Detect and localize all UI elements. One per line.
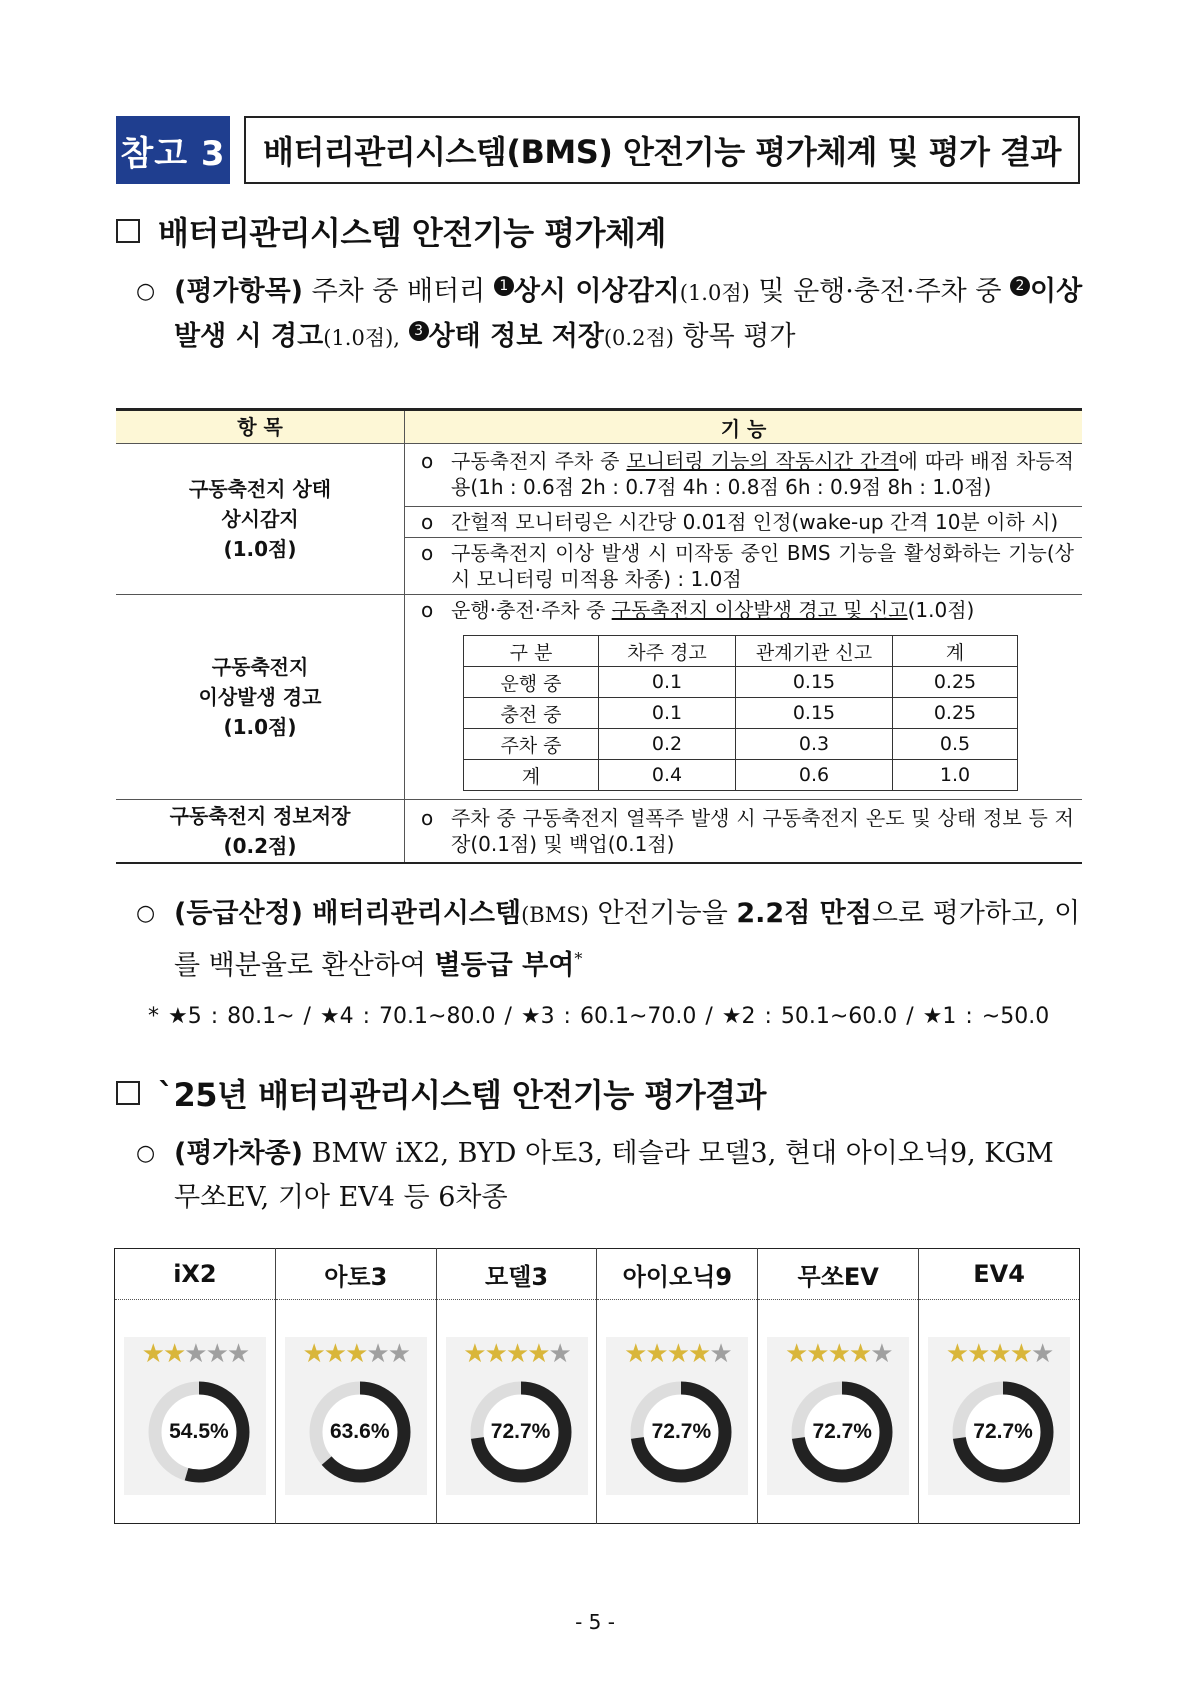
star-filled-icon: ★	[645, 1339, 667, 1369]
item-2-text: 이상발생 시 경고	[174, 276, 1083, 352]
star-empty-icon: ★	[548, 1339, 570, 1369]
function-entry	[405, 506, 1082, 537]
percentage-donut	[626, 1377, 736, 1487]
para-text	[400, 321, 409, 352]
function-entry	[405, 537, 1082, 594]
para-lead: (평가차종)	[174, 1138, 304, 1169]
vehicle-result-cell	[597, 1300, 758, 1524]
grade-card	[124, 1337, 266, 1495]
vehicle-name: 아이오닉9	[597, 1249, 758, 1300]
circle-bullet-icon: o	[421, 541, 434, 565]
star-empty-icon: ★	[709, 1339, 731, 1369]
function-entry	[405, 595, 1082, 625]
grading-paragraph	[136, 892, 1086, 988]
star-filled-icon: ★	[162, 1339, 185, 1369]
table-row	[464, 698, 1018, 729]
star-filled-icon: ★	[848, 1339, 871, 1369]
star-filled-icon: ★	[484, 1339, 506, 1369]
star-filled-icon: ★	[967, 1339, 989, 1369]
grade-header-row	[115, 1249, 1080, 1300]
row-item-storage	[116, 800, 405, 864]
item-1-score: (1.0점)	[679, 281, 750, 305]
star-rating	[446, 1337, 588, 1369]
item-2-score: (1.0점),	[323, 326, 400, 350]
vehicle-result-cell	[115, 1300, 276, 1524]
item-label: 이상발생 경고	[198, 685, 322, 709]
grade-card	[285, 1337, 427, 1495]
para-bold-text: 배터리관리시스템	[303, 898, 522, 929]
circle-bullet-icon: ○	[136, 901, 156, 926]
row-functions	[405, 444, 1083, 595]
star-filled-icon: ★	[988, 1339, 1010, 1369]
percentage-label: 63.6%	[329, 1420, 390, 1443]
row-item-monitoring	[116, 444, 405, 595]
percentage-label: 72.7%	[973, 1420, 1033, 1443]
function-entry	[405, 444, 1082, 506]
star-rating	[285, 1337, 427, 1369]
table-header-row	[116, 410, 1082, 444]
grade-card	[928, 1337, 1070, 1495]
star-filled-icon: ★	[666, 1339, 689, 1369]
inner-header-cell: 구 분	[464, 636, 599, 667]
inner-header-cell: 계	[893, 636, 1018, 667]
warning-score-table	[463, 635, 1018, 791]
percentage-donut	[787, 1377, 897, 1487]
para-text: BMW iX2, BYD 아토3, 테슬라 모델3, 현대 아이오닉9, KGM 무쏘EV, 기아 EV4 등 6차종	[174, 1138, 1054, 1213]
percentage-label: 72.7%	[812, 1420, 872, 1443]
star-filled-icon: ★	[323, 1339, 346, 1369]
star-filled-icon: ★	[784, 1339, 807, 1369]
star-empty-icon: ★	[366, 1339, 388, 1369]
section-heading-text: `25년 배터리관리시스템 안전기능 평가결과	[158, 1076, 766, 1114]
inner-header-cell: 차주 경고	[599, 636, 736, 667]
function-text: 간헐적 모니터링은 시간당 0.01점 인정(wake-up 간격 10분 이하 시)	[451, 510, 1059, 534]
star-rating	[928, 1337, 1070, 1369]
inner-cell: 운행 중	[464, 667, 599, 698]
vehicle-name: 아토3	[275, 1249, 436, 1300]
item-score: (0.2점)	[223, 834, 297, 858]
vehicle-name: EV4	[919, 1249, 1080, 1300]
inner-header-cell: 관계기관 신고	[736, 636, 893, 667]
item-score: (1.0점)	[223, 537, 297, 561]
star-filled-icon: ★	[806, 1339, 828, 1369]
para-text: 및 운행·충전·주차 중	[749, 276, 1010, 307]
star-empty-icon: ★	[226, 1339, 249, 1369]
checkbox-square-icon	[116, 1081, 140, 1105]
percentage-donut	[466, 1377, 576, 1487]
number-1-icon: 1	[494, 276, 514, 296]
function-text: 구동축전지 이상 발생 시 미작동 중인 BMS 기능을 활성화하는 기능(상시 모니터링 미적용 차종) : 1.0점	[451, 541, 1074, 591]
appendix-tag: 참고 3	[116, 116, 230, 184]
star-filled-icon: ★	[827, 1339, 849, 1369]
section-heading-results	[116, 1070, 766, 1116]
table-row	[116, 800, 1082, 864]
para-text: 으로 평가하고, 이를 백분율로 환산하여	[174, 898, 1081, 981]
inner-cell: 0.5	[893, 729, 1018, 760]
function-text: 주차 중 구동축전지 열폭주 발생 시 구동축전지 온도 및 상태 정보 등 저장(0.1점) 및 백업(0.1점)	[451, 806, 1074, 856]
star-rating	[767, 1337, 909, 1369]
page-title: 배터리관리시스템(BMS) 안전기능 평가체계 및 평가 결과	[244, 116, 1080, 184]
evaluation-items-paragraph	[136, 270, 1086, 360]
para-text: 항목 평가	[673, 321, 796, 352]
item-score: (1.0점)	[223, 715, 297, 739]
item-label: 구동축전지 정보저장	[169, 804, 351, 828]
inner-cell: 0.25	[893, 667, 1018, 698]
inner-cell: 0.15	[736, 698, 893, 729]
percentage-donut	[305, 1377, 415, 1487]
tested-vehicles-paragraph	[136, 1132, 1086, 1220]
inner-cell: 0.15	[736, 667, 893, 698]
function-underlined-text: 모니터링 기능의 작동시간 간격	[626, 449, 899, 473]
vehicle-result-cell	[436, 1300, 597, 1524]
circle-bullet-icon: ○	[136, 279, 156, 304]
function-entry	[405, 803, 1082, 859]
star-empty-icon: ★	[870, 1339, 892, 1369]
table-row	[116, 444, 1082, 595]
item-1-text: 상시 이상감지	[513, 276, 680, 307]
inner-cell: 0.6	[736, 760, 893, 791]
circle-bullet-icon: o	[421, 449, 434, 473]
function-text: 에 따라 배점 차등적용(1h : 0.6점 2h : 0.7점 4h : 0.8점 6h : 0.9점 8h : 1.0점)	[451, 449, 1074, 499]
inner-cell: 0.1	[599, 698, 736, 729]
inner-cell: 0.2	[599, 729, 736, 760]
star-filled-icon: ★	[345, 1339, 367, 1369]
star-empty-icon: ★	[184, 1339, 206, 1369]
para-bold-text: 별등급 부여	[434, 950, 575, 981]
para-lead: (등급산정)	[174, 898, 304, 929]
circle-bullet-icon: o	[421, 510, 434, 534]
table-header-function: 기 능	[405, 410, 1083, 444]
inner-cell: 0.3	[736, 729, 893, 760]
grade-card-row	[115, 1300, 1080, 1524]
inner-header-row	[464, 636, 1018, 667]
function-text: (1.0점)	[907, 598, 975, 622]
circle-bullet-icon: ○	[136, 1141, 156, 1166]
inner-cell: 0.4	[599, 760, 736, 791]
vehicle-name: 모델3	[436, 1249, 597, 1300]
function-text: 구동축전지 주차 중	[451, 449, 627, 473]
star-rating	[606, 1337, 748, 1369]
para-lead: (평가항목)	[174, 276, 304, 307]
row-functions	[405, 595, 1083, 800]
inner-cell: 계	[464, 760, 599, 791]
star-filled-icon: ★	[624, 1339, 646, 1369]
grade-card	[606, 1337, 748, 1495]
item-3-text: 상태 정보 저장	[428, 321, 604, 352]
star-empty-icon: ★	[387, 1339, 410, 1369]
grade-card	[446, 1337, 588, 1495]
item-label: 상시감지	[221, 507, 299, 531]
star-filled-icon: ★	[505, 1339, 528, 1369]
circle-bullet-icon: o	[421, 598, 434, 622]
percentage-label: 72.7%	[490, 1420, 551, 1443]
para-text: 안전기능을	[588, 898, 737, 929]
table-row	[464, 760, 1018, 791]
star-filled-icon: ★	[688, 1339, 710, 1369]
star-filled-icon: ★	[463, 1339, 485, 1369]
grade-card	[767, 1337, 909, 1495]
item-3-score: (0.2점)	[603, 326, 674, 350]
para-bold-text: 2.2점 만점	[736, 898, 872, 929]
percentage-label: 54.5%	[169, 1420, 229, 1443]
table-header-item: 항 목	[116, 410, 405, 444]
number-2-icon: 2	[1010, 276, 1030, 296]
inner-cell: 충전 중	[464, 698, 599, 729]
function-text: 운행·충전·주차 중	[451, 598, 612, 622]
function-underlined-text: 구동축전지 이상발생 경고 및 신고	[611, 598, 908, 622]
footnote-marker: *	[574, 949, 583, 968]
para-text: 주차 중 배터리	[303, 276, 494, 307]
number-3-icon: 3	[409, 321, 429, 341]
star-grade-footnote: * ★5 : 80.1~ / ★4 : 70.1~80.0 / ★3 : 60.1~70.0 / ★2 : 50.1~60.0 / ★1 : ~50.0	[148, 1004, 1050, 1029]
checkbox-square-icon	[116, 219, 140, 243]
star-filled-icon: ★	[1009, 1339, 1032, 1369]
section-heading-evaluation-system	[116, 208, 666, 254]
percentage-label: 72.7%	[651, 1420, 712, 1443]
inner-cell: 1.0	[893, 760, 1018, 791]
star-filled-icon: ★	[945, 1339, 968, 1369]
percentage-donut	[144, 1377, 254, 1487]
table-row	[464, 729, 1018, 760]
star-empty-icon: ★	[1031, 1339, 1053, 1369]
percentage-donut	[948, 1377, 1058, 1487]
vehicle-result-cell	[758, 1300, 919, 1524]
section-heading-text: 배터리관리시스템 안전기능 평가체계	[158, 214, 666, 252]
vehicle-name: iX2	[115, 1249, 276, 1300]
evaluation-criteria-table	[116, 408, 1082, 864]
para-small-text: (BMS)	[521, 903, 589, 927]
page-number: - 5 -	[575, 1610, 615, 1634]
vehicle-result-cell	[919, 1300, 1080, 1524]
inner-cell: 0.25	[893, 698, 1018, 729]
star-rating	[124, 1337, 266, 1369]
row-item-warning	[116, 595, 405, 800]
circle-bullet-icon: o	[421, 806, 434, 830]
star-filled-icon: ★	[141, 1339, 163, 1369]
inner-cell: 주차 중	[464, 729, 599, 760]
vehicle-result-cell	[275, 1300, 436, 1524]
star-filled-icon: ★	[527, 1339, 549, 1369]
grade-results-table	[114, 1248, 1080, 1524]
star-empty-icon: ★	[205, 1339, 227, 1369]
item-label: 구동축전지 상태	[188, 477, 332, 501]
vehicle-name: 무쏘EV	[758, 1249, 919, 1300]
table-row	[116, 595, 1082, 800]
item-label: 구동축전지	[211, 655, 309, 679]
row-functions	[405, 800, 1083, 864]
inner-cell: 0.1	[599, 667, 736, 698]
table-row	[464, 667, 1018, 698]
star-filled-icon: ★	[302, 1339, 324, 1369]
